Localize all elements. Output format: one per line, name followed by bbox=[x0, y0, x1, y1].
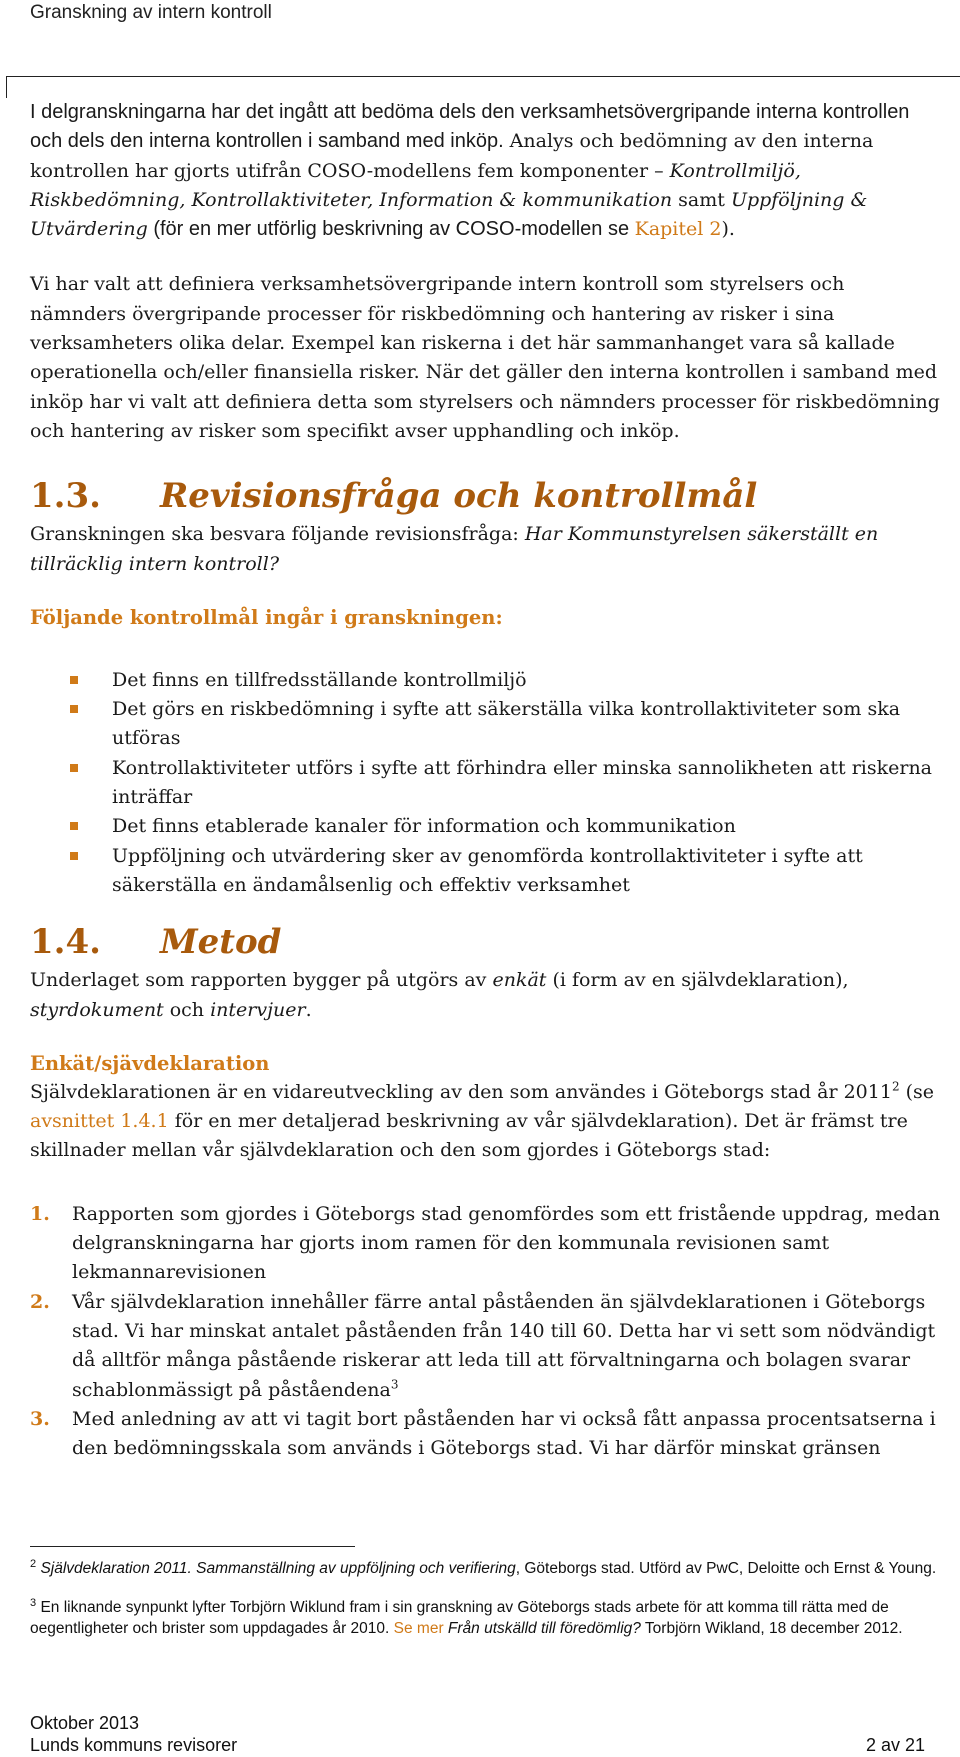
list-item-text: Vår självdeklaration innehåller färre antal påståenden än självdeklarationen i Göteborgs stad. Vi har minskat antalet påståenden från 140 till 60. Detta har vi sett som nödvändigt då alltför många påstående riskerar att leda till att förvaltningarna och bolagen svarar schablonmässigt på påståendena bbox=[72, 1290, 936, 1401]
square-bullet-icon bbox=[70, 822, 78, 830]
intro-text: Vi har valt att definiera verksamhetsövergripande intern kontroll som styrelsers och nämnders övergripande processer för riskbedömning och hantering av risker i sina verksamheters olika delar. bbox=[30, 273, 845, 355]
survey-text: Självdeklarationen är en vidareutveckling av den som användes i Göteborgs stad år 2011 bbox=[30, 1080, 892, 1103]
list-item bbox=[30, 695, 945, 754]
method-text: . bbox=[305, 998, 312, 1021]
running-header: Granskning av intern kontroll bbox=[30, 2, 272, 23]
footnote-3 bbox=[30, 1597, 945, 1639]
section-heading-1-3 bbox=[30, 472, 945, 520]
coso-component-last: Uppföljning & Utvärdering bbox=[30, 188, 868, 241]
intro-text: Analys och bedömning av den interna kontrollen har gjorts utifrån COSO-modellens fem komponenter – bbox=[30, 130, 874, 182]
main-content bbox=[30, 98, 945, 1463]
survey-text: för en mer detaljerad beskrivning av vår självdeklaration). Det är främst tre skillnader mellan vår självdeklaration och den som gjordes i Göteborgs stad: bbox=[30, 1110, 908, 1162]
control-goals-list bbox=[30, 666, 945, 900]
list-number: 3. bbox=[30, 1407, 50, 1430]
footnotes bbox=[30, 1558, 945, 1657]
revision-question bbox=[30, 520, 945, 579]
list-item-text: Rapporten som gjordes i Göteborgs stad genomfördes som ett fristående uppdrag, medan delgranskningarna har gjorts inom ramen för den kommunala revisionen samt lekmannarevisionen bbox=[72, 1202, 941, 1284]
footnote-2 bbox=[30, 1558, 945, 1579]
intro-text: samt bbox=[672, 188, 731, 211]
footnote-number: 2 bbox=[30, 1557, 37, 1570]
footnote-title: Självdeklaration 2011. Sammanställning av uppföljning och verifiering bbox=[40, 1560, 516, 1577]
intro-text: (för en mer utförlig beskrivning av COSO-modellen se bbox=[147, 218, 635, 241]
square-bullet-icon bbox=[70, 764, 78, 772]
coso-components: Kontrollmiljö, Riskbedömning, Kontrollaktiviteter, Information & kommunikation bbox=[30, 159, 801, 211]
see-more-link[interactable]: Se mer bbox=[393, 1620, 444, 1637]
list-number: 2. bbox=[30, 1290, 50, 1313]
list-item-text: Det görs en riskbedömning i syfte att säkerställa vilka kontrollaktiviteter som ska utföras bbox=[112, 698, 901, 750]
method-text: och bbox=[163, 998, 211, 1021]
intro-text: När det gäller den interna kontrollen i samband med inköp har vi valt att definiera detta som styrelsers och nämnders processer för riskbedömning och hantering av risker som specifikt avser upphandling och inköp. bbox=[30, 361, 940, 442]
list-item-text: Det finns en tillfredsställande kontrollmiljö bbox=[112, 668, 527, 691]
footnote-text: En liknande synpunkt lyfter Torbjörn Wiklund fram i sin granskning av Göteborgs stads arbete för att komma till rätta med de oegentligheter och brister som uppdagades år 2010. bbox=[30, 1599, 889, 1637]
header-rule bbox=[6, 76, 960, 77]
differences-list bbox=[30, 1200, 945, 1464]
section-number: 1.3. bbox=[30, 476, 101, 517]
method-term: intervjuer bbox=[210, 998, 306, 1021]
section-heading-1-4 bbox=[30, 918, 945, 966]
square-bullet-icon bbox=[70, 852, 78, 860]
list-item-text: Uppföljning och utvärdering sker av genomförda kontrollaktiviteter i syfte att säkerställa en ändamålsenlig och effektiv verksamhet bbox=[112, 844, 863, 896]
chapter-link[interactable]: Kapitel 2 bbox=[634, 218, 722, 241]
intro-text: Exempel kan riskerna i det här sammanhanget vara så kallade operationella och/eller finansiella risker. bbox=[30, 332, 895, 384]
footnote-ref[interactable]: 2 bbox=[891, 1079, 900, 1094]
section-title: Metod bbox=[160, 922, 282, 963]
footnote-title: Från utskälld till föredömlig? bbox=[447, 1620, 641, 1637]
intro-paragraph-2 bbox=[30, 270, 945, 446]
square-bullet-icon bbox=[70, 705, 78, 713]
method-text: Underlaget som rapporten bygger på utgörs av bbox=[30, 969, 493, 992]
list-item bbox=[30, 1288, 945, 1405]
list-number: 1. bbox=[30, 1202, 50, 1225]
footnote-number: 3 bbox=[30, 1596, 37, 1609]
survey-subheading: Enkät/sjävdeklaration bbox=[30, 1051, 270, 1075]
section-link[interactable]: avsnittet 1.4.1 bbox=[30, 1110, 169, 1133]
intro-text: ). bbox=[721, 218, 735, 241]
list-item bbox=[30, 754, 945, 813]
question-text: Har Kommunstyrelsen säkerställt en tillräcklig intern kontroll? bbox=[30, 523, 879, 575]
list-item-text: Kontrollaktiviteter utförs i syfte att förhindra eller minska sannolikheten att riskerna inträffar bbox=[112, 756, 933, 809]
method-term: styrdokument bbox=[30, 998, 164, 1021]
method-text: (i form av en självdeklaration), bbox=[546, 969, 849, 992]
method-paragraph bbox=[30, 966, 945, 1025]
list-item-text: Med anledning av att vi tagit bort påståenden har vi också fått anpassa procentsatserna i den bedömningsskala som används i Göteborgs stad. Vi har därför minskat gränsen bbox=[72, 1407, 936, 1460]
page-number: 2 av 21 bbox=[865, 1735, 925, 1755]
intro-text: I delgranskningarna har det ingått att bedöma dels den verksamhetsövergripande interna kontrollen och dels den interna kontrollen i samband med inköp. bbox=[30, 101, 910, 153]
list-item bbox=[30, 1405, 945, 1464]
footnote-divider bbox=[30, 1546, 355, 1547]
list-item bbox=[30, 1200, 945, 1288]
square-bullet-icon bbox=[70, 676, 78, 684]
footer-date: Oktober 2013 bbox=[30, 1713, 140, 1733]
section-number: 1.4. bbox=[30, 922, 101, 963]
page-footer bbox=[30, 1712, 925, 1756]
list-item bbox=[30, 666, 945, 695]
footnote-ref[interactable]: 3 bbox=[390, 1377, 399, 1392]
footnote-text: Torbjörn Wikland, 18 december 2012. bbox=[640, 1620, 903, 1637]
list-item bbox=[30, 842, 945, 901]
control-goals-subheading: Följande kontrollmål ingår i granskningen: bbox=[30, 605, 503, 629]
header-corner-mark bbox=[6, 76, 7, 98]
list-item-text: Det finns etablerade kanaler för information och kommunikation bbox=[112, 815, 736, 838]
survey-text: (se bbox=[899, 1080, 935, 1103]
survey-paragraph bbox=[30, 1078, 945, 1166]
question-lead: Granskningen ska besvara följande revisionsfråga: bbox=[30, 523, 525, 546]
footnote-text: , Göteborgs stad. Utförd av PwC, Deloitte och Ernst & Young. bbox=[515, 1560, 937, 1577]
footer-organization: Lunds kommuns revisorer bbox=[30, 1735, 238, 1755]
intro-paragraph-1 bbox=[30, 98, 945, 244]
section-title: Revisionsfråga och kontrollmål bbox=[160, 476, 758, 517]
method-term: enkät bbox=[492, 969, 547, 992]
list-item bbox=[30, 812, 945, 841]
